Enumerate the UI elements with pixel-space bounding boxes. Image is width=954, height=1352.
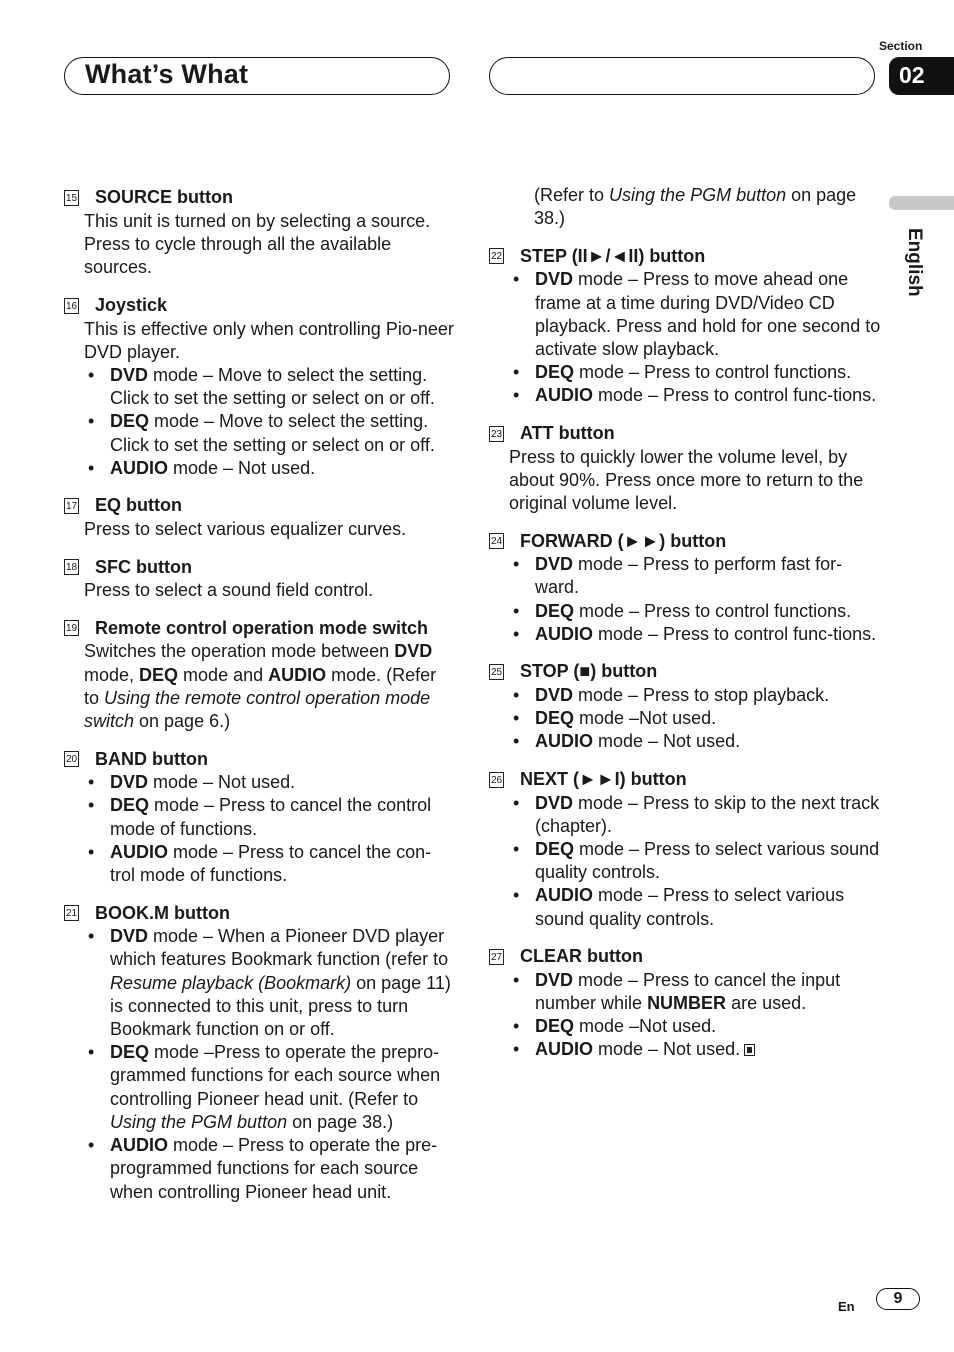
mode-list bbox=[489, 792, 881, 931]
item-title: FORWARD (►►) button bbox=[520, 530, 727, 551]
item-number: 25 bbox=[489, 664, 504, 680]
item-source-button bbox=[64, 186, 456, 280]
cross-reference: Using the PGM button bbox=[609, 185, 787, 205]
mode-list bbox=[489, 684, 881, 754]
item-title: Joystick bbox=[95, 295, 168, 315]
item-description: Switches the operation mode between DVD mode, DEQ mode and AUDIO mode. (Refer to Using the remote control operation mode switch on page 6.) bbox=[84, 641, 437, 732]
item-number: 16 bbox=[64, 298, 79, 314]
item-title: Remote control operation mode switch bbox=[95, 617, 429, 638]
right-column bbox=[489, 186, 881, 1076]
page-number: 9 bbox=[876, 1288, 920, 1310]
item-description: This unit is turned on by selecting a source. Press to cycle through all the available sources. bbox=[84, 211, 431, 278]
item-eq-button bbox=[64, 494, 456, 541]
section-number-badge: 02 bbox=[889, 57, 954, 95]
item-title: SOURCE button bbox=[95, 187, 233, 208]
cross-reference: Using the PGM button bbox=[110, 1111, 288, 1132]
list-item: • DEQ mode –Not used. bbox=[509, 1015, 881, 1038]
list-item: • DEQ mode – Press to control functions. bbox=[509, 600, 881, 623]
item-number: 23 bbox=[489, 426, 504, 442]
list-item: • AUDIO mode – Press to control func-tions. bbox=[509, 623, 881, 646]
list-item: • DVD mode – Press to move ahead one frame at a time during DVD/Video CD playback. Press and hold for one second to activate slow playback. bbox=[509, 268, 881, 361]
item-description: This is effective only when controlling Pio-neer DVD player. bbox=[84, 318, 454, 362]
item-title: BAND button bbox=[95, 748, 208, 769]
mode-list bbox=[64, 364, 456, 480]
cross-reference: Resume playback (Bookmark) bbox=[110, 972, 352, 993]
side-tab-bar bbox=[889, 196, 954, 210]
mode-list bbox=[64, 925, 456, 1203]
item-number: 18 bbox=[64, 559, 79, 575]
item-stop-button bbox=[489, 660, 881, 754]
page-title: What’s What bbox=[85, 59, 249, 89]
item-title: EQ button bbox=[95, 495, 182, 516]
list-item: • DVD mode – Press to cancel the input number while NUMBER are used. bbox=[509, 969, 881, 1015]
item-title: BOOK.M button bbox=[95, 902, 230, 923]
item-title: ATT button bbox=[520, 423, 615, 444]
item-next-button bbox=[489, 768, 881, 931]
list-item: • AUDIO mode – Press to control func-tions. bbox=[509, 384, 881, 407]
item-bookm-button bbox=[64, 901, 456, 1203]
mode-list bbox=[489, 969, 881, 1062]
item-step-button bbox=[489, 244, 881, 407]
end-of-section-icon bbox=[744, 1044, 755, 1056]
header-blank-banner bbox=[489, 57, 875, 95]
mode-list bbox=[489, 268, 881, 407]
list-item: • DEQ mode – Press to select various sound quality controls. bbox=[509, 838, 881, 884]
cross-reference: Using the remote control operation mode switch bbox=[84, 687, 431, 732]
item-att-button bbox=[489, 422, 881, 516]
item-title: SFC button bbox=[95, 556, 192, 577]
item-title: STOP (■) button bbox=[520, 661, 658, 682]
list-item: • DEQ mode – Press to control functions. bbox=[509, 361, 881, 384]
list-item: • DEQ mode – Move to select the setting. Click to set the setting or select on or off. bbox=[84, 410, 456, 456]
item-joystick bbox=[64, 294, 456, 480]
list-item: • AUDIO mode – Not used. bbox=[509, 730, 881, 753]
item-title: STEP (II►/◄II) button bbox=[520, 245, 706, 266]
section-label: Section bbox=[879, 39, 923, 53]
page-title-banner bbox=[64, 57, 450, 95]
item-number: 21 bbox=[64, 905, 79, 921]
item-clear-button bbox=[489, 945, 881, 1062]
continued-text: (Refer to Using the PGM button on page 38.) bbox=[534, 185, 857, 229]
list-item: • AUDIO mode – Press to cancel the con-trol mode of functions. bbox=[84, 841, 456, 887]
list-item: • DVD mode – Not used. bbox=[84, 771, 456, 794]
list-item: • DEQ mode – Press to cancel the control mode of functions. bbox=[84, 794, 456, 840]
item-remote-mode-switch bbox=[64, 616, 456, 733]
list-item: • DEQ mode –Press to operate the prepro-grammed functions for each source when controlling Pioneer head unit. (Refer to Using the PGM button on page 38.) bbox=[84, 1041, 456, 1134]
item-sfc-button bbox=[64, 555, 456, 602]
footer-language: En bbox=[838, 1299, 855, 1314]
item-title: NEXT (►►I) button bbox=[520, 769, 687, 790]
list-item: • AUDIO mode – Not used. bbox=[509, 1038, 881, 1061]
item-number: 24 bbox=[489, 533, 504, 549]
item-band-button bbox=[64, 747, 456, 887]
list-item: • DEQ mode –Not used. bbox=[509, 707, 881, 730]
list-item: • DVD mode – Press to perform fast for-ward. bbox=[509, 553, 881, 599]
item-number: 17 bbox=[64, 498, 79, 514]
item-number: 15 bbox=[64, 190, 79, 206]
mode-list bbox=[64, 771, 456, 887]
list-item: • DVD mode – Press to skip to the next track (chapter). bbox=[509, 792, 881, 838]
item-number: 19 bbox=[64, 620, 79, 636]
list-item: • AUDIO mode – Press to operate the pre-programmed functions for each source when controlling Pioneer head unit. bbox=[84, 1134, 456, 1204]
left-column bbox=[64, 186, 456, 1218]
list-item: • AUDIO mode – Not used. bbox=[84, 457, 456, 480]
item-description: Press to select various equalizer curves. bbox=[84, 519, 407, 540]
item-number: 20 bbox=[64, 751, 79, 767]
list-item: • AUDIO mode – Press to select various sound quality controls. bbox=[509, 884, 881, 930]
mode-list bbox=[489, 553, 881, 646]
item-forward-button bbox=[489, 529, 881, 646]
list-item: • DVD mode – Move to select the setting. Click to set the setting or select on or off. bbox=[84, 364, 456, 410]
item-number: 26 bbox=[489, 772, 504, 788]
item-description: Press to quickly lower the volume level, by about 90%. Press once more to return to the original volume level. bbox=[509, 446, 864, 514]
item-number: 22 bbox=[489, 248, 504, 264]
list-item: • DVD mode – Press to stop playback. bbox=[509, 684, 881, 707]
item-title: CLEAR button bbox=[520, 946, 643, 967]
side-language-label: English bbox=[904, 228, 925, 297]
item-number: 27 bbox=[489, 949, 504, 965]
list-item: • DVD mode – When a Pioneer DVD player which features Bookmark function (refer to Resume playback (Bookmark) on page 11) is connected to this unit, press to turn Bookmark function on or off. bbox=[84, 925, 456, 1041]
item-description: Press to select a sound field control. bbox=[84, 580, 374, 601]
